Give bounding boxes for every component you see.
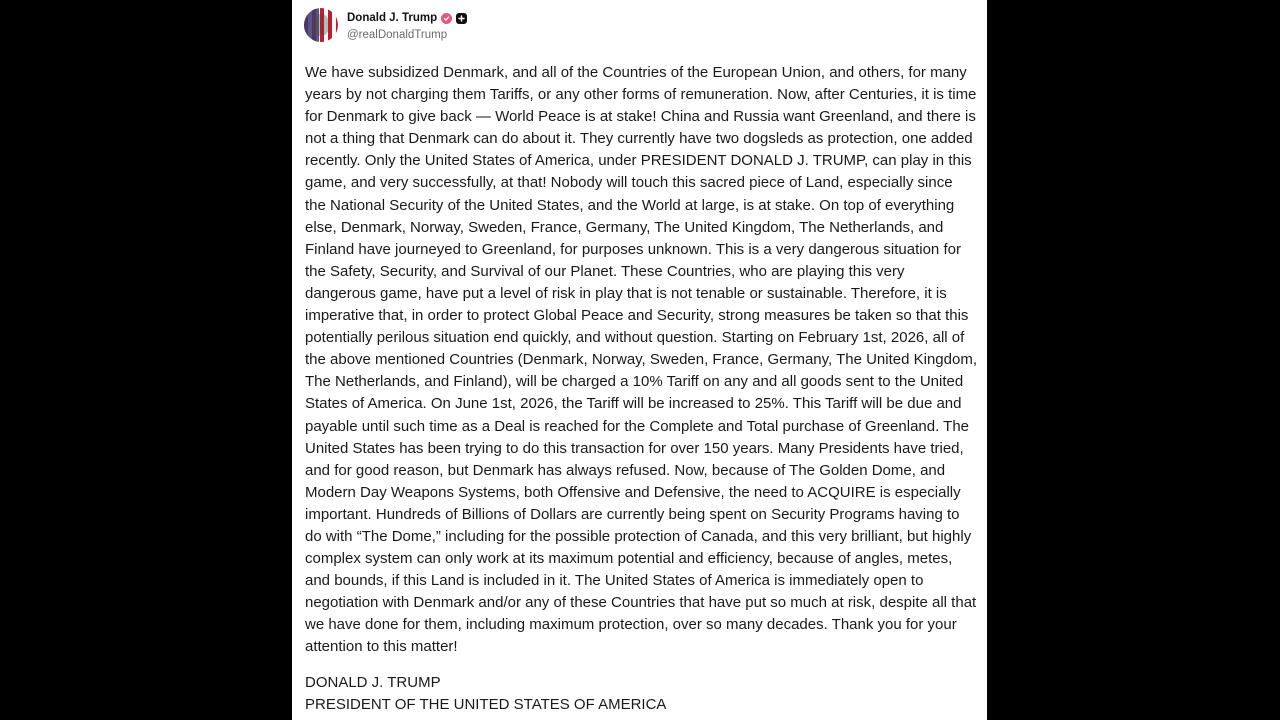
verified-icon [441, 13, 452, 24]
plus-icon [456, 13, 467, 24]
post-card [292, 0, 987, 720]
author-display-name[interactable]: Donald J. Trump [347, 12, 438, 24]
signature-name: DONALD J. TRUMP [305, 674, 441, 691]
author-info [347, 9, 467, 41]
post-signature [305, 672, 666, 716]
author-name-row [347, 9, 467, 27]
author-handle[interactable]: @realDonaldTrump [347, 29, 448, 41]
avatar[interactable] [304, 8, 338, 42]
signature-title: PRESIDENT OF THE UNITED STATES OF AMERICA [305, 696, 667, 713]
post-body-text: We have subsidized Denmark, and all of the Countries of the European Union, and others, for many years by not charging them Tariffs, or any other forms of remuneration. Now, after Centuries, it is time for Denmark to give back — World Peace is at stake! China and Russia want Greenland, and there is not a thing that Denmark can do about it. They currently have two dogsleds as protection, one added recently. Only the United States of America, under PRESIDENT DONALD J. TRUMP, can play in this game, and very successfully, at that! Nobody will touch this sacred piece of Land, especially since the National Security of the United States, and the World at large, is at stake. On top of everything else, Denmark, Norway, Sweden, France, Germany, The United Kingdom, The Netherlands, and Finland have journeyed to Greenland, for purposes unknown. This is a very dangerous situation for the Safety, Security, and Survival of our Planet. These Countries, who are playing this very dangerous game, have put a level of risk in play that is not tenable or sustainable. Therefore, it is imperative that, in order to protect Global Peace and Security, strong measures be taken so that this potentially perilous situation end quickly, and without question. Starting on February 1st, 2026, all of the above mentioned Countries (Denmark, Norway, Sweden, France, Germany, The United Kingdom, The Netherlands, and Finland), will be charged a 10% Tariff on any and all goods sent to the United States of America. On June 1st, 2026, the Tariff will be increased to 25%. This Tariff will be due and payable until such time as a Deal is reached for the Complete and Total purchase of Greenland. The United States has been trying to do this transaction for over 150 years. Many Presidents have tried, and for good reason, but Denmark has always refused. Now, because of The Golden Dome, and Modern Day Weapons Systems, both Offensive and Defensive, the need to ACQUIRE is especially important. Hundreds of Billions of Dollars are currently being spent on Security Programs having to do with “The Dome,” including for the possible protection of Canada, and this very brilliant, but highly complex system can only work at its maximum potential and efficiency, because of angles, metes, and bounds, if this Land is included in it. The United States of America is immediately open to negotiation with Denmark and/or any of these Countries that have put so much at risk, despite all that we have done for them, including maximum protection, over so many decades. Thank you for your attention to this matter! [305, 64, 977, 656]
post-header [304, 8, 467, 42]
